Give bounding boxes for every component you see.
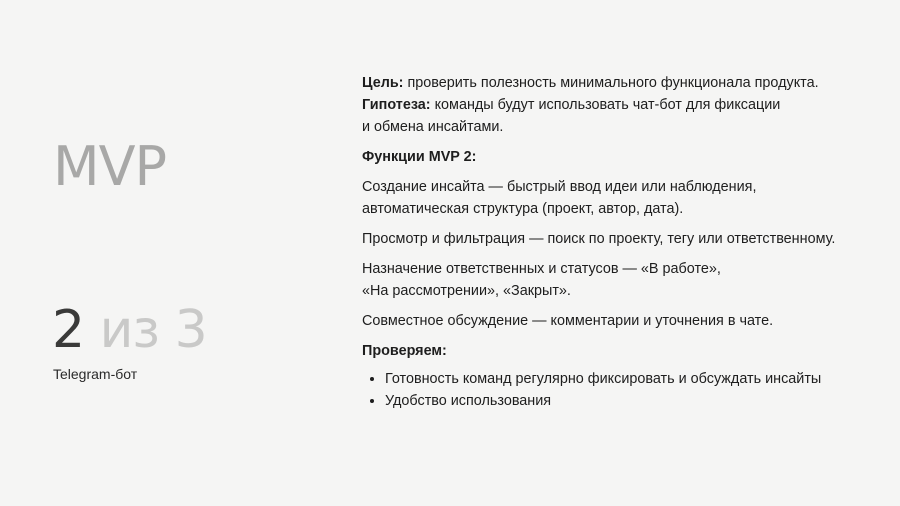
counter-total: 3 [174, 300, 207, 360]
slide-subtitle: Telegram-бот [53, 366, 138, 382]
slide-content [362, 72, 862, 412]
check-list-item: • Удобство использования [385, 390, 862, 412]
hypothesis-label: Гипотеза: [362, 97, 431, 113]
hypothesis-text-line1: команды будут использовать чат-бот для фиксации [430, 97, 781, 113]
function-item [362, 310, 862, 332]
hypothesis-paragraph [362, 94, 862, 138]
check-heading [362, 340, 862, 362]
slide-title: MVP [53, 135, 167, 198]
function-item-line1: Просмотр и фильтрация — поиск по проекту, тегу или ответственному. [362, 231, 836, 247]
goal-text: проверить полезность минимального функционала продукта. [403, 75, 819, 91]
function-item-line1: Создание инсайта — быстрый ввод идеи или наблюдения, [362, 179, 757, 195]
function-item-line2: автоматическая структура (проект, автор, дата). [362, 201, 684, 217]
check-list-item: • Готовность команд регулярно фиксировать и обсуждать инсайты [385, 368, 862, 390]
check-heading-text: Проверяем: [362, 343, 447, 359]
check-list [362, 368, 862, 412]
hypothesis-text-line2: и обмена инсайтами. [362, 119, 504, 135]
function-item-line1: Назначение ответственных и статусов — «В работе», [362, 261, 721, 277]
function-item [362, 258, 862, 302]
function-item-line1: Совместное обсуждение — комментарии и уточнения в чате. [362, 313, 774, 329]
goal-label: Цель: [362, 75, 404, 91]
function-item [362, 228, 862, 250]
function-item-line2: «На рассмотрении», «Закрыт». [362, 283, 571, 299]
goal-paragraph [362, 72, 862, 94]
slide-counter [52, 300, 207, 360]
functions-heading-text: Функции MVP 2: [362, 149, 477, 165]
functions-heading [362, 146, 862, 168]
function-item [362, 176, 862, 220]
counter-separator: из [99, 300, 160, 360]
counter-current: 2 [52, 300, 85, 360]
